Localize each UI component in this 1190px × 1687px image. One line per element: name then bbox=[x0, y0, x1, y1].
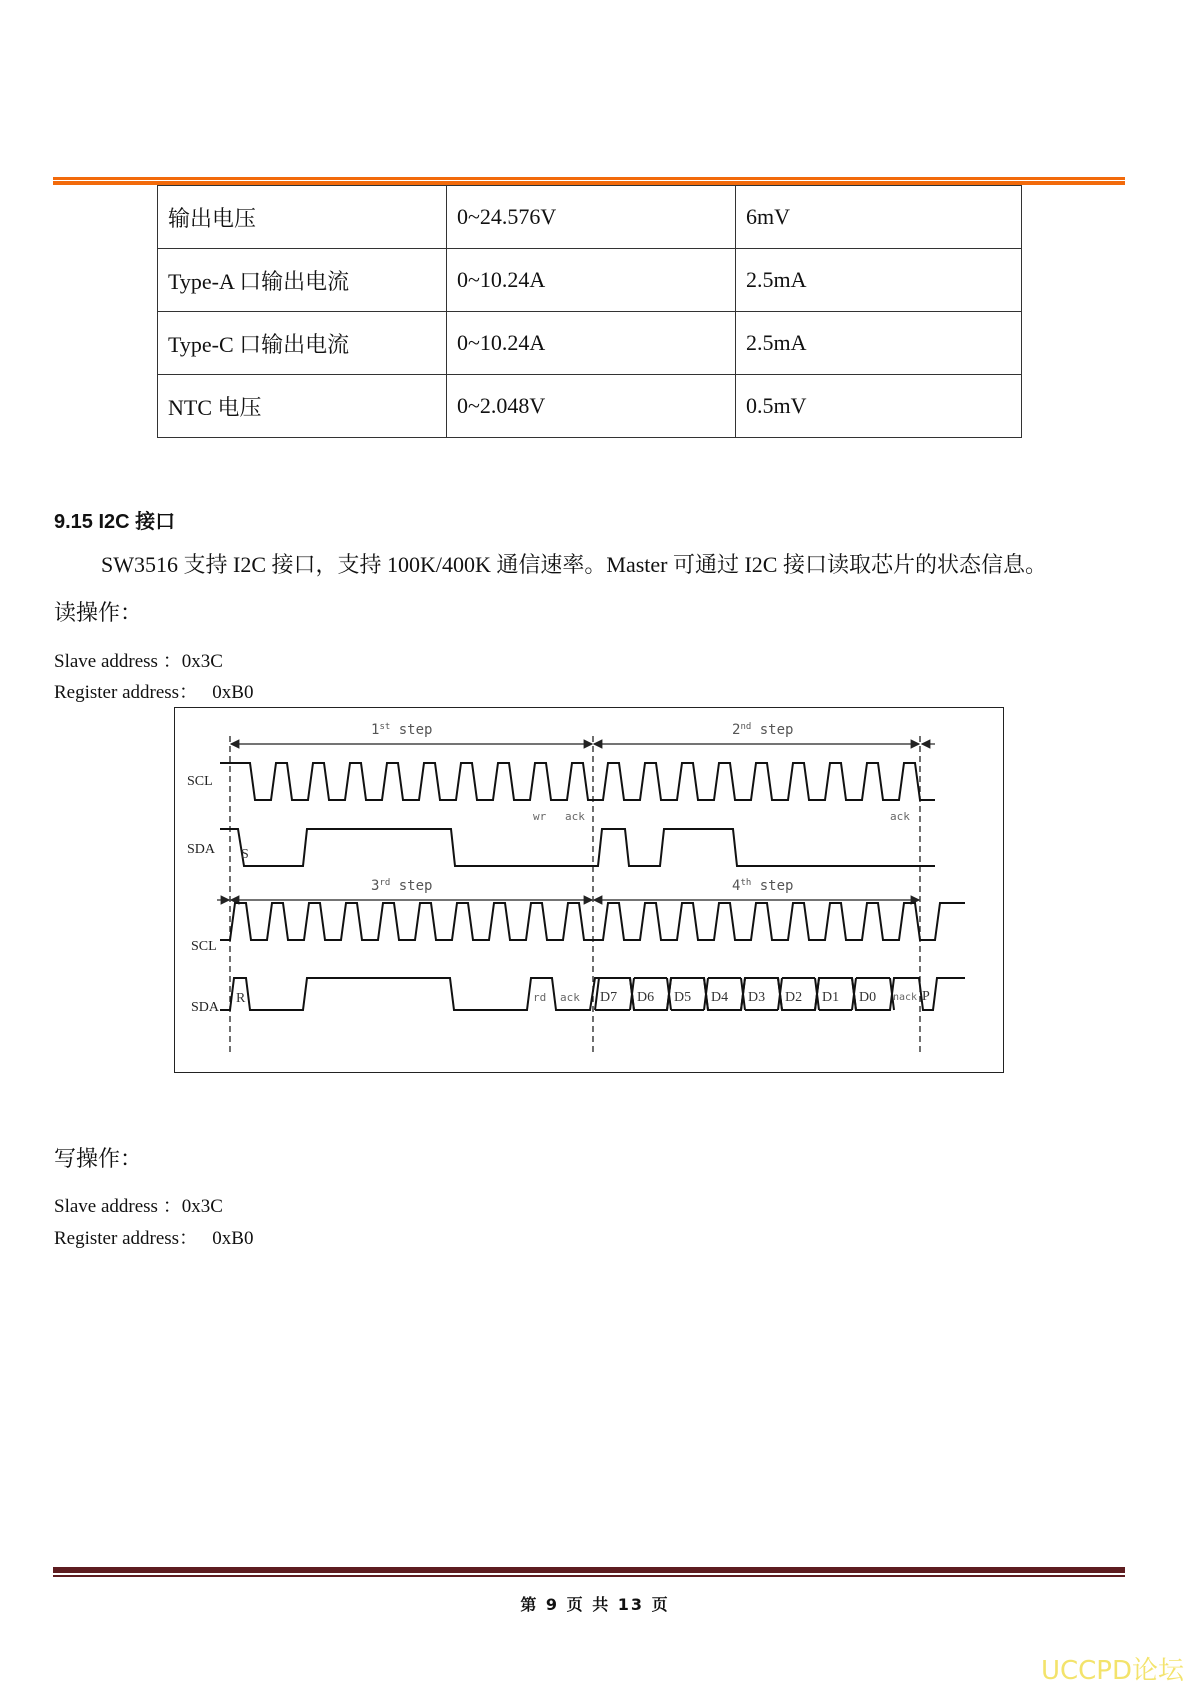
svg-text:1st step: 1st step bbox=[371, 722, 433, 738]
svg-text:ack: ack bbox=[890, 810, 910, 823]
sda-label-1: SDA bbox=[187, 842, 216, 857]
svg-text:P: P bbox=[922, 989, 930, 1004]
footer-rule-top bbox=[53, 1567, 1125, 1573]
table-row bbox=[158, 312, 1022, 375]
watermark: UCCPD论坛 bbox=[1040, 1656, 1184, 1686]
intro-paragraph: SW3516 支持 I2C 接口，支持 100K/400K 通信速率。Master 可通过 I2C 接口读取芯片的状态信息。 bbox=[101, 552, 1047, 577]
svg-text:D5: D5 bbox=[674, 990, 692, 1005]
table-cell: Type-C 口输出电流 bbox=[158, 312, 447, 375]
table-cell: Type-A 口输出电流 bbox=[158, 249, 447, 312]
svg-text:ack: ack bbox=[560, 991, 580, 1004]
table-cell: 0~2.048V bbox=[447, 375, 736, 438]
svg-text:2nd step: 2nd step bbox=[732, 722, 794, 738]
table-cell: 6mV bbox=[736, 186, 1022, 249]
table-cell: 2.5mA bbox=[736, 312, 1022, 375]
svg-text:ack: ack bbox=[565, 810, 585, 823]
table-row bbox=[158, 186, 1022, 249]
svg-text:D2: D2 bbox=[785, 990, 803, 1005]
read-operation-title: 读操作： bbox=[54, 600, 143, 625]
scl-label-1: SCL bbox=[187, 774, 213, 789]
write-slave-address: Slave address ：0x3C bbox=[54, 1196, 223, 1217]
svg-text:D3: D3 bbox=[748, 990, 766, 1005]
table-cell: 0.5mV bbox=[736, 375, 1022, 438]
repeat-start-label: R bbox=[236, 991, 246, 1006]
svg-text:D1: D1 bbox=[822, 990, 840, 1005]
table-cell: 0~24.576V bbox=[447, 186, 736, 249]
svg-text:3rd step: 3rd step bbox=[371, 878, 433, 894]
svg-text:wr: wr bbox=[533, 810, 547, 823]
footer-rule-bottom bbox=[53, 1575, 1125, 1577]
write-operation-title: 写操作： bbox=[54, 1146, 143, 1171]
section-heading: 9.15 I2C 接口 bbox=[54, 511, 176, 533]
write-register-address: Register address： 0xB0 bbox=[54, 1228, 254, 1249]
sda-label-2: SDA bbox=[191, 1000, 220, 1015]
table-cell: 0~10.24A bbox=[447, 249, 736, 312]
svg-text:4th step: 4th step bbox=[732, 878, 794, 894]
svg-text:D6: D6 bbox=[637, 990, 655, 1005]
svg-text:D4: D4 bbox=[711, 990, 729, 1005]
svg-text:nack: nack bbox=[893, 992, 918, 1003]
svg-text:rd: rd bbox=[533, 991, 547, 1004]
page-number: 第 9 页 共 13 页 bbox=[520, 1595, 670, 1614]
adc-spec-table bbox=[157, 185, 1022, 438]
read-slave-address: Slave address ：0x3C bbox=[54, 651, 223, 672]
header-rule-top bbox=[53, 177, 1125, 180]
table-row bbox=[158, 249, 1022, 312]
svg-text:D7: D7 bbox=[600, 990, 618, 1005]
table-cell: 0~10.24A bbox=[447, 312, 736, 375]
svg-text:D0: D0 bbox=[859, 990, 877, 1005]
start-condition-label: S bbox=[241, 847, 249, 862]
table-cell: 输出电压 bbox=[158, 186, 447, 249]
table-row bbox=[158, 375, 1022, 438]
table-cell: 2.5mA bbox=[736, 249, 1022, 312]
scl-label-2: SCL bbox=[191, 939, 217, 954]
i2c-timing-diagram bbox=[174, 707, 1004, 1073]
read-register-address: Register address： 0xB0 bbox=[54, 682, 254, 703]
table-cell: NTC 电压 bbox=[158, 375, 447, 438]
